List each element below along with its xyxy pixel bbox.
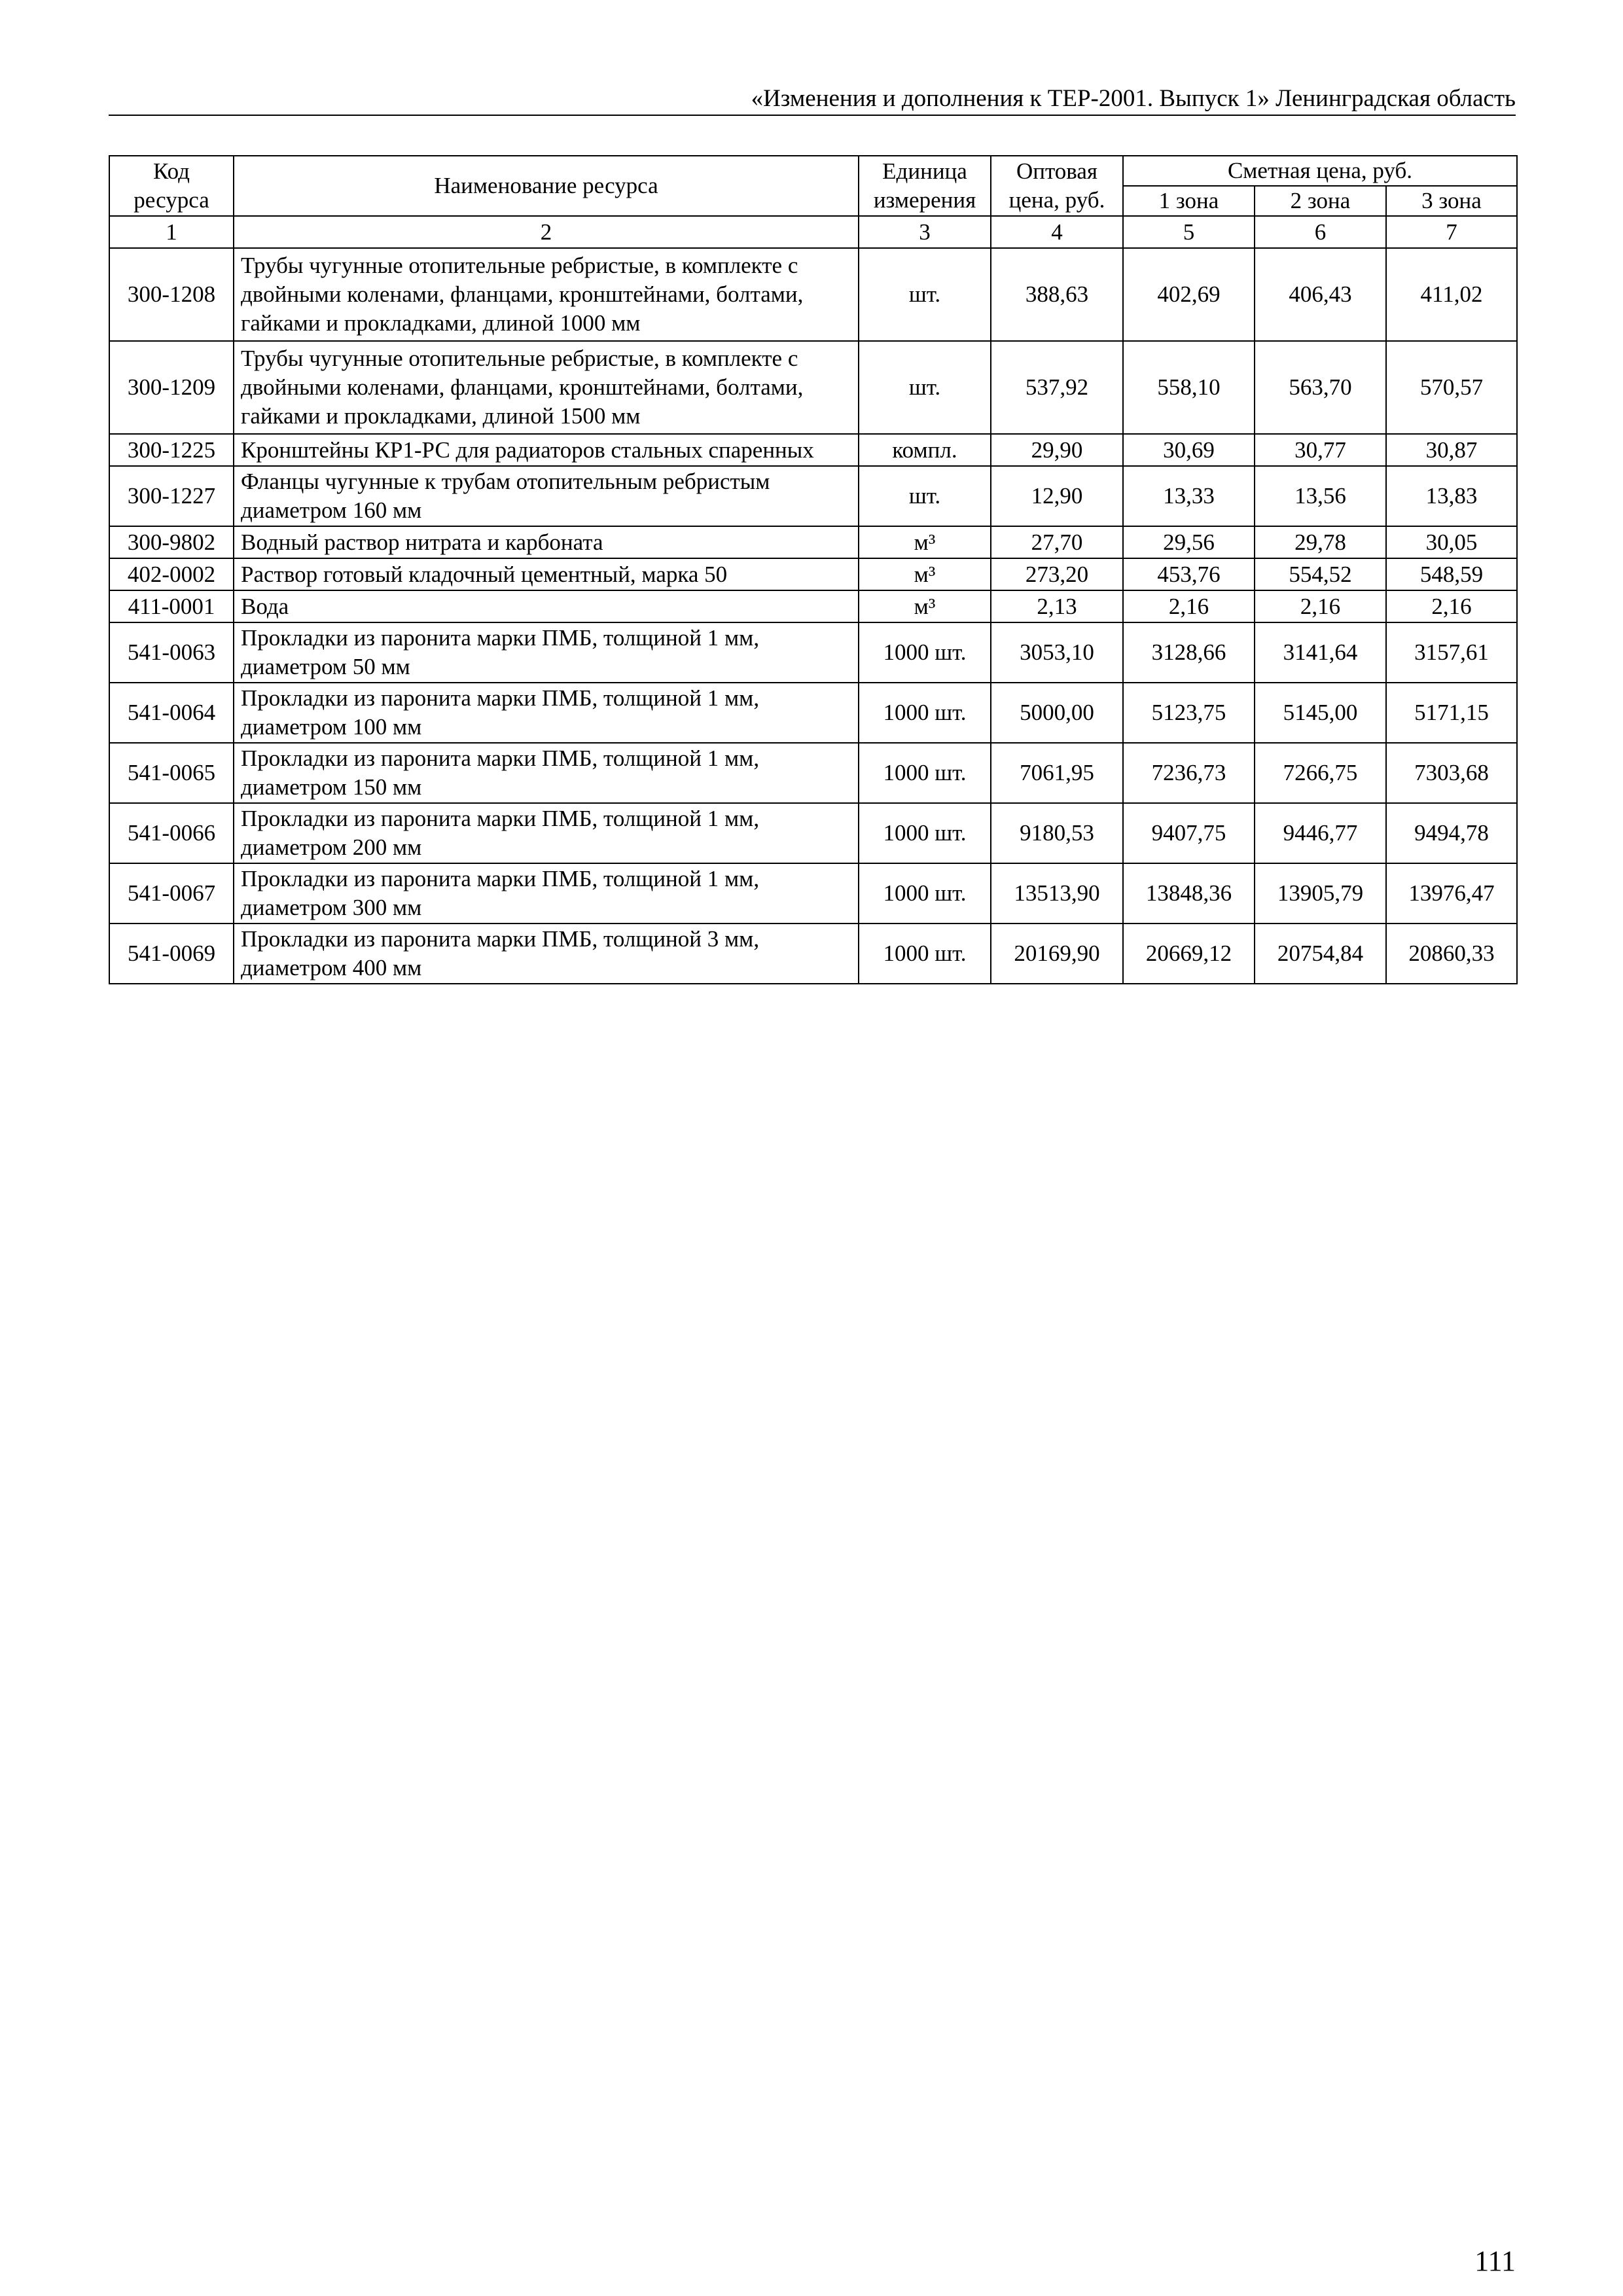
- cell-wholesale: 2,13: [991, 590, 1123, 622]
- cell-zone2: 13905,79: [1255, 863, 1386, 924]
- cell-zone3: 570,57: [1386, 341, 1517, 434]
- table-row: [109, 803, 1517, 863]
- column-number: 6: [1255, 216, 1386, 248]
- header-name: Наименование ресурса: [234, 156, 859, 216]
- cell-code: 541-0065: [109, 743, 234, 803]
- header-unit: Единица измерения: [859, 156, 991, 216]
- table-row: [109, 590, 1517, 622]
- resource-price-table: [109, 155, 1518, 984]
- cell-wholesale: 12,90: [991, 466, 1123, 526]
- table-row: [109, 248, 1517, 341]
- cell-zone1: 402,69: [1123, 248, 1255, 341]
- cell-zone3: 30,87: [1386, 434, 1517, 466]
- cell-zone1: 13,33: [1123, 466, 1255, 526]
- cell-zone3: 30,05: [1386, 526, 1517, 558]
- cell-code: 300-1209: [109, 341, 234, 434]
- cell-unit: компл.: [859, 434, 991, 466]
- header-zone2: 2 зона: [1255, 186, 1386, 216]
- cell-zone3: 13,83: [1386, 466, 1517, 526]
- cell-code: 541-0067: [109, 863, 234, 924]
- cell-name: Вода: [234, 590, 859, 622]
- cell-unit: 1000 шт.: [859, 622, 991, 683]
- cell-name: Прокладки из паронита марки ПМБ, толщиной 1 мм, диаметром 150 мм: [234, 743, 859, 803]
- table-row: [109, 526, 1517, 558]
- cell-zone2: 13,56: [1255, 466, 1386, 526]
- cell-wholesale: 29,90: [991, 434, 1123, 466]
- column-number: 5: [1123, 216, 1255, 248]
- cell-zone3: 3157,61: [1386, 622, 1517, 683]
- cell-code: 541-0069: [109, 924, 234, 984]
- cell-zone3: 13976,47: [1386, 863, 1517, 924]
- cell-unit: м³: [859, 590, 991, 622]
- cell-unit: шт.: [859, 248, 991, 341]
- column-number: 3: [859, 216, 991, 248]
- cell-name: Раствор готовый кладочный цементный, марка 50: [234, 558, 859, 590]
- cell-wholesale: 5000,00: [991, 683, 1123, 743]
- header-code: Код ресурса: [109, 156, 234, 216]
- cell-zone1: 30,69: [1123, 434, 1255, 466]
- table-row: [109, 434, 1517, 466]
- cell-zone3: 9494,78: [1386, 803, 1517, 863]
- column-number: 2: [234, 216, 859, 248]
- cell-wholesale: 13513,90: [991, 863, 1123, 924]
- cell-zone3: 20860,33: [1386, 924, 1517, 984]
- cell-name: Прокладки из паронита марки ПМБ, толщиной 1 мм, диаметром 200 мм: [234, 803, 859, 863]
- table-row: [109, 743, 1517, 803]
- cell-code: 402-0002: [109, 558, 234, 590]
- cell-unit: 1000 шт.: [859, 683, 991, 743]
- cell-code: 300-1227: [109, 466, 234, 526]
- cell-wholesale: 20169,90: [991, 924, 1123, 984]
- cell-zone1: 453,76: [1123, 558, 1255, 590]
- table-row: [109, 924, 1517, 984]
- cell-wholesale: 537,92: [991, 341, 1123, 434]
- cell-zone1: 5123,75: [1123, 683, 1255, 743]
- header-estimate: Сметная цена, руб.: [1123, 156, 1517, 186]
- cell-code: 300-1208: [109, 248, 234, 341]
- cell-name: Прокладки из паронита марки ПМБ, толщиной 1 мм, диаметром 300 мм: [234, 863, 859, 924]
- cell-code: 300-9802: [109, 526, 234, 558]
- cell-zone3: 2,16: [1386, 590, 1517, 622]
- cell-zone2: 29,78: [1255, 526, 1386, 558]
- cell-name: Трубы чугунные отопительные ребристые, в комплекте с двойными коленами, фланцами, кронштейнами, болтами, гайками и прокладками, длиной 1500 мм: [234, 341, 859, 434]
- cell-zone2: 554,52: [1255, 558, 1386, 590]
- cell-zone1: 13848,36: [1123, 863, 1255, 924]
- cell-wholesale: 27,70: [991, 526, 1123, 558]
- cell-name: Водный раствор нитрата и карбоната: [234, 526, 859, 558]
- cell-unit: м³: [859, 526, 991, 558]
- cell-zone1: 20669,12: [1123, 924, 1255, 984]
- cell-zone2: 30,77: [1255, 434, 1386, 466]
- cell-zone3: 548,59: [1386, 558, 1517, 590]
- cell-code: 541-0066: [109, 803, 234, 863]
- running-header: «Изменения и дополнения к ТЕР-2001. Выпуск 1» Ленинградская область: [751, 85, 1516, 112]
- cell-unit: м³: [859, 558, 991, 590]
- column-number: 7: [1386, 216, 1517, 248]
- cell-name: Фланцы чугунные к трубам отопительным ребристым диаметром 160 мм: [234, 466, 859, 526]
- header-rule: [109, 115, 1516, 116]
- header-zone1: 1 зона: [1123, 186, 1255, 216]
- cell-wholesale: 7061,95: [991, 743, 1123, 803]
- table-row: [109, 466, 1517, 526]
- cell-code: 300-1225: [109, 434, 234, 466]
- table-row: [109, 863, 1517, 924]
- table-row: [109, 558, 1517, 590]
- cell-name: Прокладки из паронита марки ПМБ, толщиной 1 мм, диаметром 50 мм: [234, 622, 859, 683]
- cell-wholesale: 388,63: [991, 248, 1123, 341]
- cell-code: 411-0001: [109, 590, 234, 622]
- cell-code: 541-0064: [109, 683, 234, 743]
- cell-name: Прокладки из паронита марки ПМБ, толщиной 1 мм, диаметром 100 мм: [234, 683, 859, 743]
- cell-zone3: 5171,15: [1386, 683, 1517, 743]
- cell-unit: 1000 шт.: [859, 743, 991, 803]
- header-zone3: 3 зона: [1386, 186, 1517, 216]
- cell-zone2: 9446,77: [1255, 803, 1386, 863]
- cell-zone2: 3141,64: [1255, 622, 1386, 683]
- cell-zone2: 2,16: [1255, 590, 1386, 622]
- cell-zone3: 7303,68: [1386, 743, 1517, 803]
- cell-zone1: 9407,75: [1123, 803, 1255, 863]
- cell-unit: 1000 шт.: [859, 924, 991, 984]
- cell-zone2: 406,43: [1255, 248, 1386, 341]
- table-row: [109, 683, 1517, 743]
- table-row: [109, 341, 1517, 434]
- cell-zone2: 20754,84: [1255, 924, 1386, 984]
- cell-zone2: 5145,00: [1255, 683, 1386, 743]
- cell-zone1: 7236,73: [1123, 743, 1255, 803]
- header-wholesale: Оптовая цена, руб.: [991, 156, 1123, 216]
- column-number: 4: [991, 216, 1123, 248]
- cell-zone1: 2,16: [1123, 590, 1255, 622]
- cell-unit: 1000 шт.: [859, 863, 991, 924]
- cell-wholesale: 3053,10: [991, 622, 1123, 683]
- cell-unit: 1000 шт.: [859, 803, 991, 863]
- cell-unit: шт.: [859, 466, 991, 526]
- column-number-row: [109, 216, 1517, 248]
- cell-wholesale: 273,20: [991, 558, 1123, 590]
- cell-zone2: 563,70: [1255, 341, 1386, 434]
- table-row: [109, 622, 1517, 683]
- cell-code: 541-0063: [109, 622, 234, 683]
- cell-zone1: 3128,66: [1123, 622, 1255, 683]
- cell-name: Кронштейны КР1-РС для радиаторов стальных спаренных: [234, 434, 859, 466]
- cell-zone2: 7266,75: [1255, 743, 1386, 803]
- cell-wholesale: 9180,53: [991, 803, 1123, 863]
- header-row-1: [109, 156, 1517, 186]
- column-number: 1: [109, 216, 234, 248]
- cell-unit: шт.: [859, 341, 991, 434]
- cell-zone1: 29,56: [1123, 526, 1255, 558]
- cell-name: Прокладки из паронита марки ПМБ, толщиной 3 мм, диаметром 400 мм: [234, 924, 859, 984]
- cell-zone3: 411,02: [1386, 248, 1517, 341]
- page-number: 111: [1474, 2245, 1516, 2277]
- cell-zone1: 558,10: [1123, 341, 1255, 434]
- cell-name: Трубы чугунные отопительные ребристые, в комплекте с двойными коленами, фланцами, кронштейнами, болтами, гайками и прокладками, длиной 1000 мм: [234, 248, 859, 341]
